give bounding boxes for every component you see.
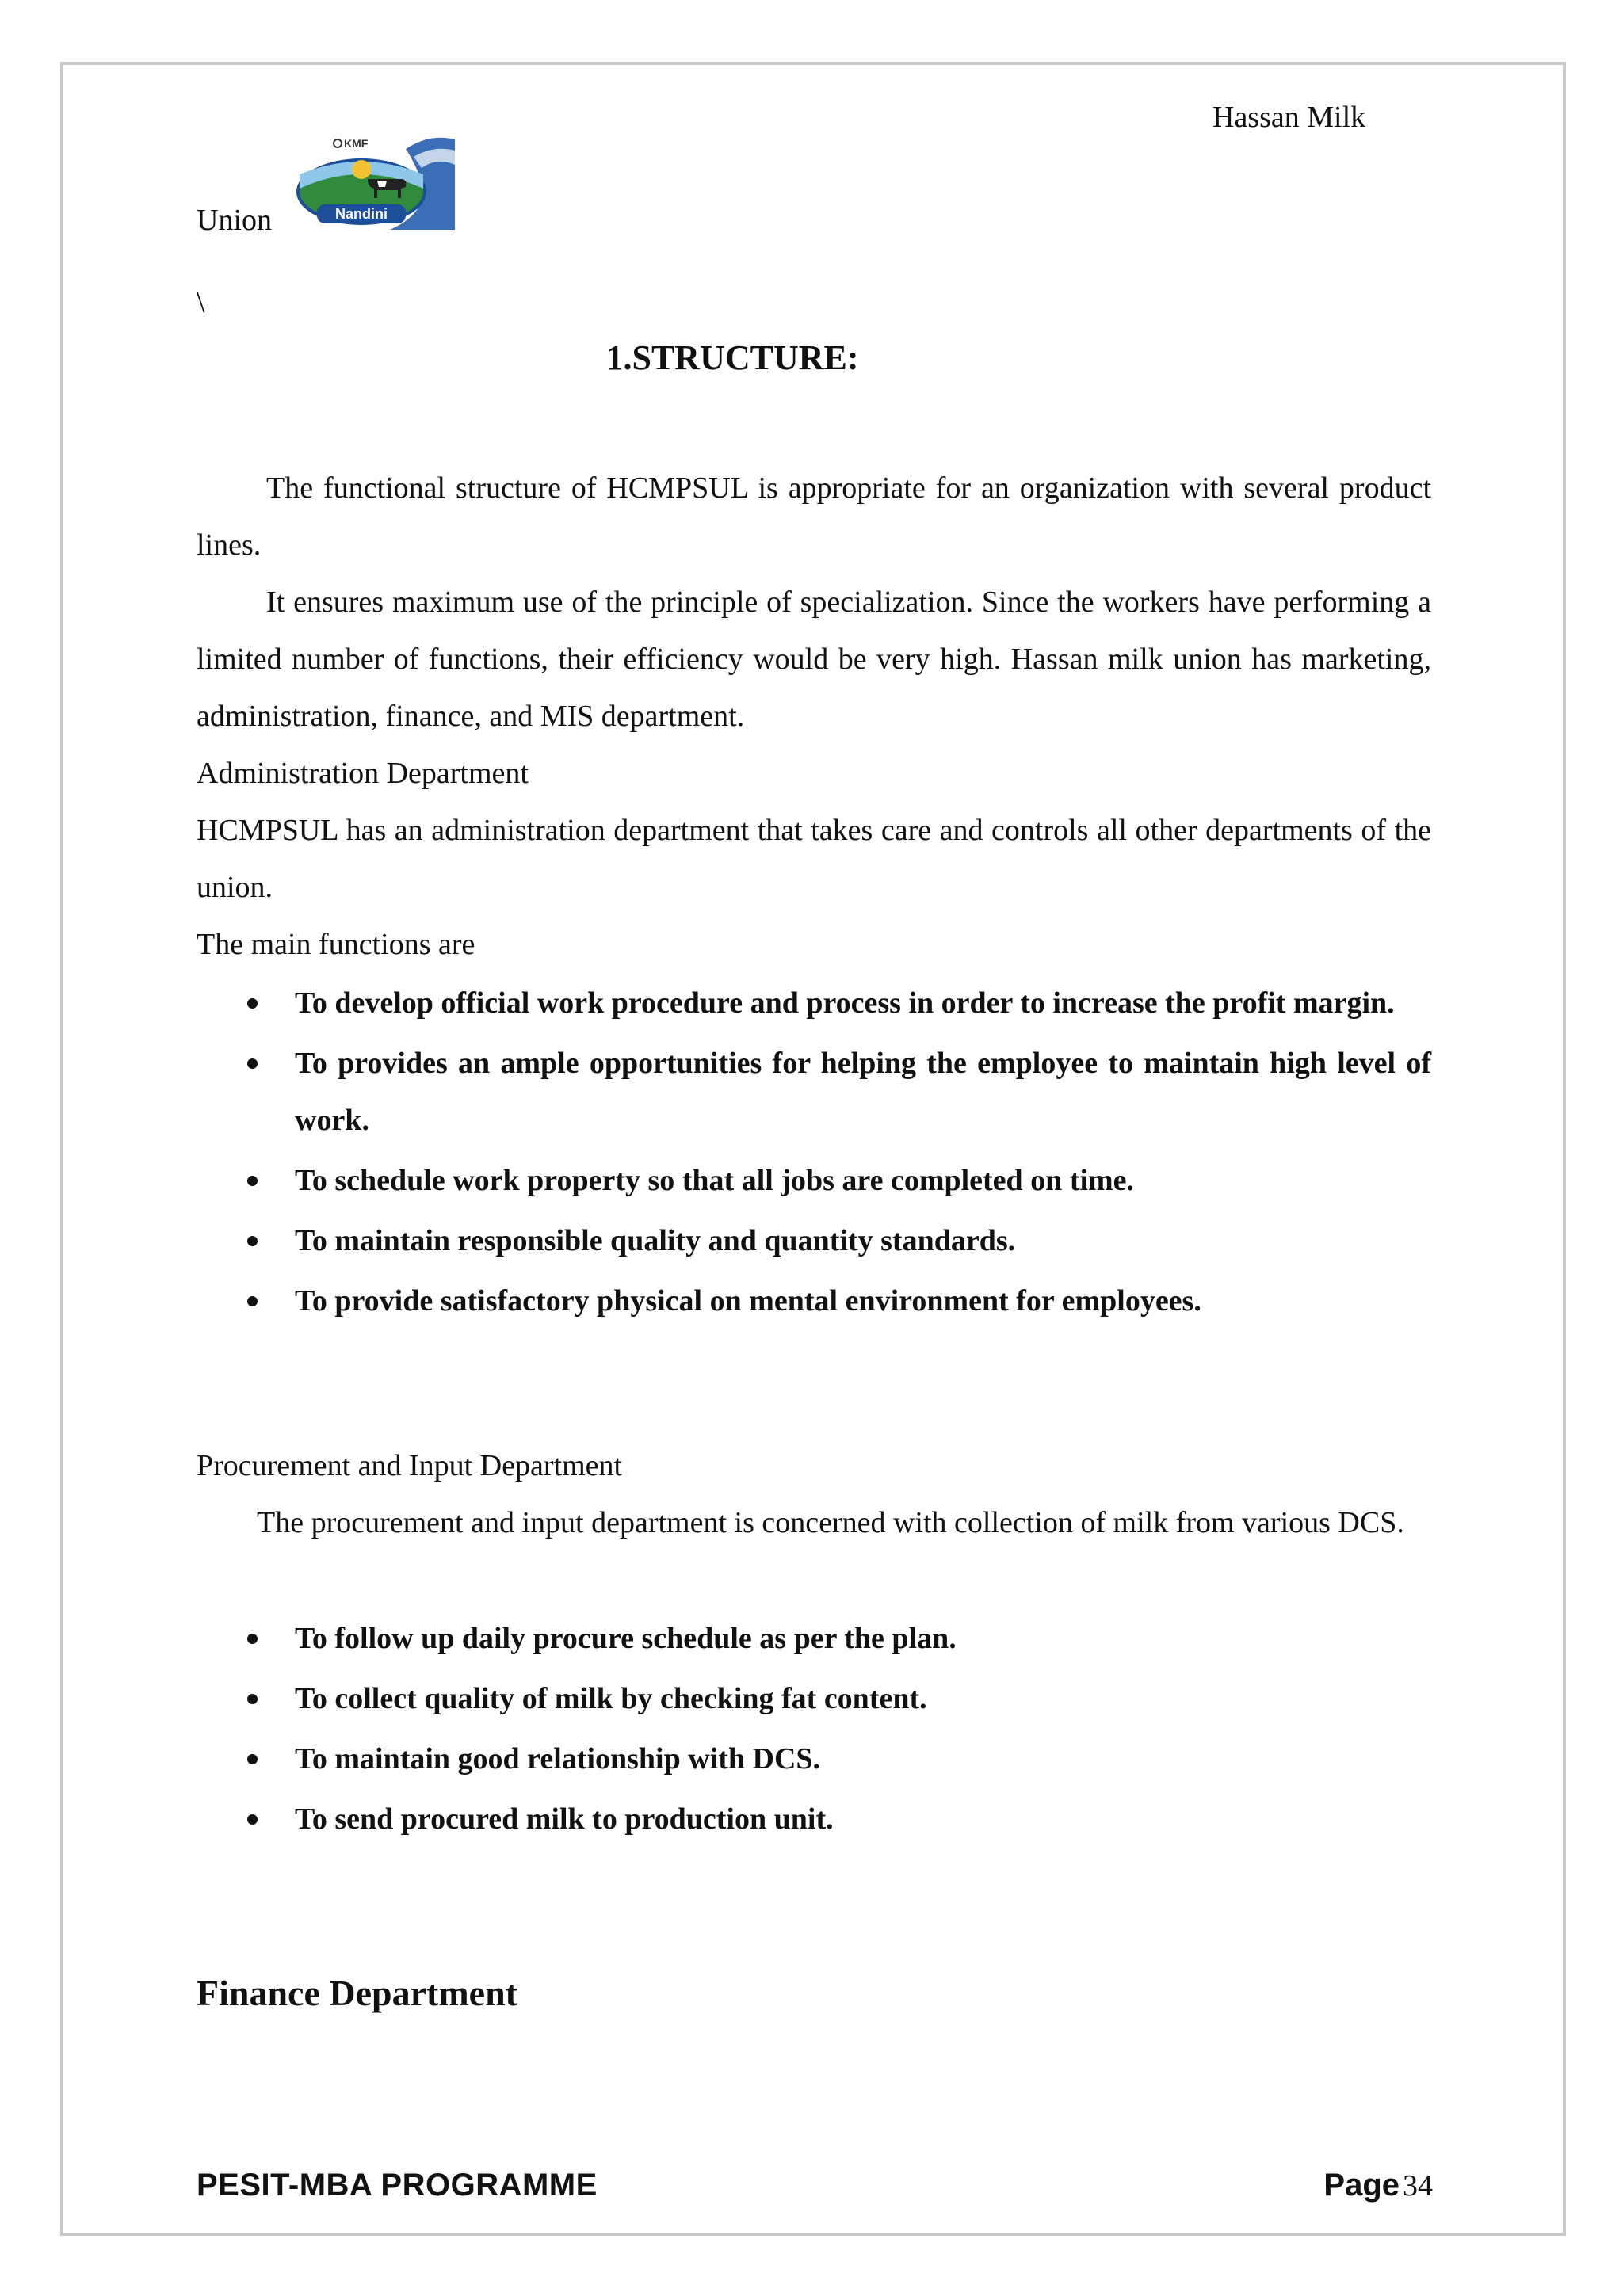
bullet-icon — [247, 998, 258, 1009]
footer-page-number: 34 — [1403, 2169, 1433, 2203]
nandini-logo-icon — [295, 133, 455, 230]
page-title — [0, 330, 1623, 387]
stray-mark: \ — [197, 286, 205, 319]
administration-heading: Administration Department — [197, 757, 529, 790]
footer-page — [1284, 2157, 1433, 2221]
footer-page-label: Page — [1323, 2168, 1400, 2203]
procurement-bullets — [197, 1610, 1431, 1851]
bullet-icon — [247, 1694, 258, 1704]
procurement-heading: Procurement and Input Department — [197, 1449, 623, 1482]
list-item: To follow up daily procure schedule as per the plan. — [197, 1610, 1431, 1667]
list-item: To schedule work property so that all jobs are completed on time. — [197, 1152, 1431, 1209]
list-item: To send procured milk to production unit. — [197, 1791, 1431, 1848]
header-union-label: Union — [197, 204, 272, 237]
administration-bullets — [197, 974, 1431, 1333]
procurement-description: The procurement and input department is concerned with collection of milk from various DCS. — [257, 1506, 1404, 1539]
list-item: To provide satisfactory physical on mental environment for employees. — [197, 1272, 1431, 1329]
finance-heading: Finance Department — [197, 1973, 517, 2013]
nandini-logo — [295, 133, 455, 230]
administration-description: HCMPSUL has an administration department that takes care and controls all other departments of the union. — [197, 814, 1431, 904]
bullet-icon — [247, 1176, 258, 1186]
functions-label: The main functions are — [197, 928, 475, 961]
bullet-icon — [247, 1236, 258, 1246]
intro-paragraph-2: It ensures maximum use of the principle of specialization. Since the workers have performing a limited number of functions, their efficiency would be very high. Hassan milk union has marketing, administration, finance, and MIS department. — [197, 585, 1431, 733]
page-title-text: 1.STRUCTURE: — [605, 338, 859, 377]
bullet-icon — [247, 1634, 258, 1644]
list-item: To maintain responsible quality and quantity standards. — [197, 1212, 1431, 1269]
list-item: To maintain good relationship with DCS. — [197, 1730, 1431, 1787]
svg-text:KMF: KMF — [344, 137, 369, 150]
bullet-icon — [247, 1296, 258, 1306]
svg-text:Nandini: Nandini — [335, 206, 388, 222]
list-item: To provides an ample opportunities for helping the employee to maintain high level of work. — [197, 1035, 1431, 1149]
header-title: Hassan Milk — [1212, 101, 1366, 134]
bullet-icon — [247, 1814, 258, 1825]
list-item: To collect quality of milk by checking fat content. — [197, 1670, 1431, 1727]
footer-programme: PESIT-MBA PROGRAMME — [197, 2168, 598, 2203]
bullet-icon — [247, 1754, 258, 1764]
bullet-icon — [247, 1058, 258, 1069]
list-item: To develop official work procedure and process in order to increase the profit margin. — [197, 974, 1431, 1032]
intro-paragraph-1: The functional structure of HCMPSUL is appropriate for an organization with several product lines. — [197, 471, 1431, 562]
